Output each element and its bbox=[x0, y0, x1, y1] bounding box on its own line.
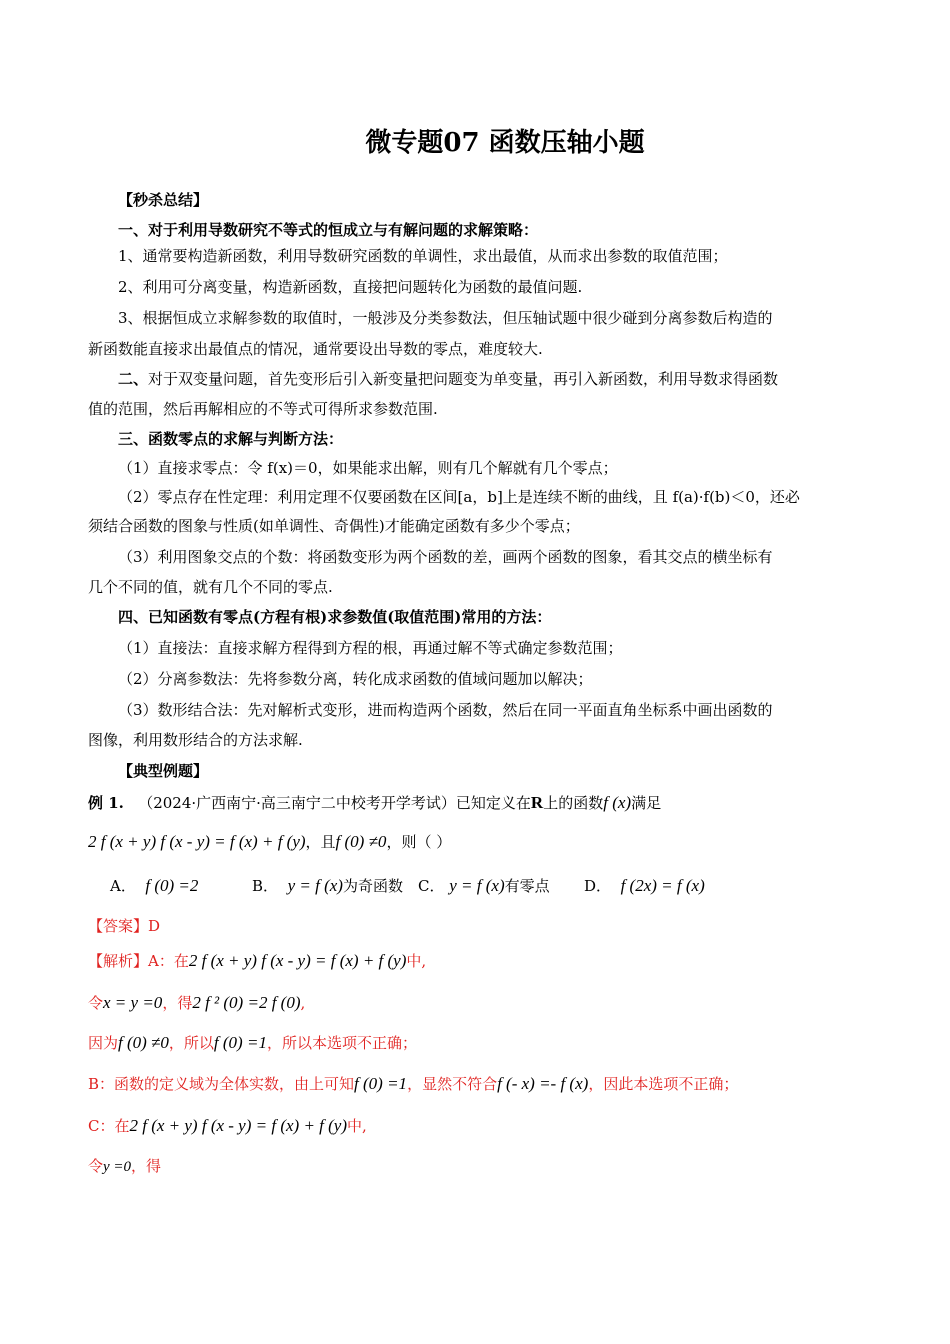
section-1-point-3-line-1: 3、根据恒成立求解参数的取值时，一般涉及分类参数法，但压轴试题中很少碰到分离参数后构造的 bbox=[118, 309, 773, 327]
solution-l4-math-1: f (0) =1 bbox=[354, 1074, 408, 1093]
answer-label: 【答案】 bbox=[88, 917, 149, 935]
option-b-label: B． bbox=[252, 877, 279, 895]
solution-line-2 bbox=[88, 993, 305, 1013]
section-3-point-2-line-1: （2）零点存在性定理：利用定理不仅要函数在区间[a，b]上是连续不断的曲线，且 f(a)·f(b)＜0，还必 bbox=[118, 488, 800, 506]
solution-a-post: 中, bbox=[406, 952, 427, 970]
answer-value: D bbox=[148, 917, 161, 935]
option-b-math: y = f (x) bbox=[287, 876, 343, 895]
solution-l6-pre: 令 bbox=[88, 1157, 104, 1175]
section-2-text: 对于双变量问题，首先变形后引入新变量把问题变为单变量，再引入新函数，利用导数求得函数 bbox=[148, 370, 779, 388]
solution-l3-mid: ，所以 bbox=[168, 1034, 214, 1052]
example-1-stem bbox=[88, 793, 661, 813]
section-4-point-2: （2）分离参数法：先将参数分离，转化成求函数的值域问题加以解决； bbox=[118, 670, 593, 688]
solution-l4-mid: ，显然不符合 bbox=[407, 1075, 498, 1093]
section-1-point-1: 1、通常要构造新函数，利用导数研究函数的单调性，求出最值，从而求出参数的取值范围； bbox=[118, 247, 728, 265]
summary-header: 【秒杀总结】 bbox=[118, 191, 209, 209]
solution-l2-mid: ，得 bbox=[162, 994, 193, 1012]
example-1-source: （2024·广西南宁·高三南宁二中校考开学考试）已知定义在 bbox=[138, 794, 531, 812]
section-1-point-3-line-2: 新函数能直接求出最值点的情况，通常要设出导数的零点，难度较大. bbox=[88, 340, 543, 358]
option-c-text: 有零点 bbox=[504, 877, 550, 895]
section-4-heading: 四、已知函数有零点(方程有根)求参数值(取值范围)常用的方法： bbox=[118, 608, 552, 626]
solution-l4-post: ，因此本选项不正确； bbox=[588, 1075, 739, 1093]
option-d-math: f (2x) = f (x) bbox=[620, 876, 705, 895]
option-c-math: y = f (x) bbox=[449, 876, 505, 895]
examples-header: 【典型例题】 bbox=[118, 762, 209, 780]
section-1-heading: 一、对于利用导数研究不等式的恒成立与有解问题的求解策略： bbox=[118, 221, 539, 239]
section-3-point-3-line-2: 几个不同的值，就有几个不同的零点. bbox=[88, 578, 333, 596]
section-4-point-3-line-1: （3）数形结合法：先对解析式变形，进而构造两个函数，然后在同一平面直角坐标系中画出函数的 bbox=[118, 701, 773, 719]
section-3-point-3-line-1: （3）利用图象交点的个数：将函数变形为两个函数的差，画两个函数的图象，看其交点的横坐标有 bbox=[118, 548, 773, 566]
section-4-point-3-line-2: 图像，利用数形结合的方法求解. bbox=[88, 731, 303, 749]
option-b-text: 为奇函数 bbox=[342, 877, 403, 895]
condition-and: ，且 bbox=[305, 833, 336, 851]
solution-l6-math: y =0 bbox=[103, 1159, 132, 1175]
option-d-label: D． bbox=[584, 877, 612, 895]
option-c-label: C． bbox=[418, 877, 445, 895]
section-3-point-1: （1）直接求零点：令 f(x)＝0，如果能求出解，则有几个解就有几个零点； bbox=[118, 459, 618, 477]
option-a bbox=[110, 876, 198, 896]
solution-l2-equation: 2 f ² (0) =2 f (0) bbox=[192, 993, 301, 1012]
section-4-point-1: （1）直接法：直接求解方程得到方程的根，再通过解不等式确定参数范围； bbox=[118, 639, 623, 657]
example-1-condition bbox=[88, 832, 451, 852]
section-1-point-2: 2、利用可分离变量，构造新函数，直接把问题转化为函数的最值问题. bbox=[118, 278, 583, 296]
option-c bbox=[418, 876, 550, 896]
example-1-label: 例 1. bbox=[88, 794, 124, 812]
example-1-end: 满足 bbox=[631, 794, 662, 812]
option-a-label: A． bbox=[110, 877, 136, 895]
solution-line-1 bbox=[88, 951, 426, 971]
section-2-heading: 二、 bbox=[118, 370, 149, 388]
solution-l3-math-1: f (0) ≠0 bbox=[118, 1033, 169, 1052]
solution-l3-math-2: f (0) =1 bbox=[213, 1033, 267, 1052]
solution-l6-post: ，得 bbox=[131, 1157, 162, 1175]
section-2-line-1 bbox=[118, 369, 778, 389]
answer-line bbox=[88, 916, 160, 936]
solution-a-equation: 2 f (x + y) f (x - y) = f (x) + f (y) bbox=[188, 951, 407, 970]
solution-l3-pre: 因为 bbox=[88, 1034, 119, 1052]
real-numbers-symbol: R bbox=[530, 793, 544, 812]
solution-line-6 bbox=[88, 1156, 161, 1177]
solution-l2-math: x = y =0 bbox=[103, 993, 163, 1012]
option-a-math: f (0) =2 bbox=[145, 876, 199, 895]
solution-line-4 bbox=[88, 1074, 738, 1094]
solution-l4-math-2: f (- x) =- f (x) bbox=[497, 1074, 589, 1093]
example-1-function: f (x) bbox=[603, 793, 632, 812]
solution-label: 【解析】 bbox=[88, 952, 149, 970]
section-3-heading: 三、函数零点的求解与判断方法： bbox=[118, 430, 344, 448]
option-d bbox=[584, 876, 705, 896]
functional-equation: 2 f (x + y) f (x - y) = f (x) + f (y) bbox=[88, 832, 306, 851]
solution-line-5 bbox=[88, 1116, 367, 1136]
solution-l2-post: , bbox=[300, 994, 306, 1012]
f0-nonzero: f (0) ≠0 bbox=[335, 832, 387, 851]
solution-l3-post: ，所以本选项不正确； bbox=[266, 1034, 417, 1052]
option-b bbox=[252, 876, 403, 896]
solution-l5-post: 中, bbox=[347, 1117, 367, 1135]
page-title: 微专题07 函数压轴小题 bbox=[365, 128, 645, 158]
solution-l5-pre: C：在 bbox=[88, 1117, 130, 1135]
solution-l5-equation: 2 f (x + y) f (x - y) = f (x) + f (y) bbox=[129, 1116, 348, 1135]
solution-l4-pre: B：函数的定义域为全体实数，由上可知 bbox=[88, 1075, 355, 1093]
condition-then: ，则（ ） bbox=[386, 833, 452, 851]
section-2-line-2: 值的范围，然后再解相应的不等式可得所求参数范围. bbox=[88, 400, 438, 418]
solution-l2-pre: 令 bbox=[88, 994, 104, 1012]
solution-line-3 bbox=[88, 1033, 417, 1053]
section-3-point-2-line-2: 须结合函数的图象与性质(如单调性、奇偶性)才能确定函数有多少个零点； bbox=[88, 517, 580, 535]
example-1-mid: 上的函数 bbox=[543, 794, 604, 812]
solution-a-pre: A：在 bbox=[148, 952, 189, 970]
